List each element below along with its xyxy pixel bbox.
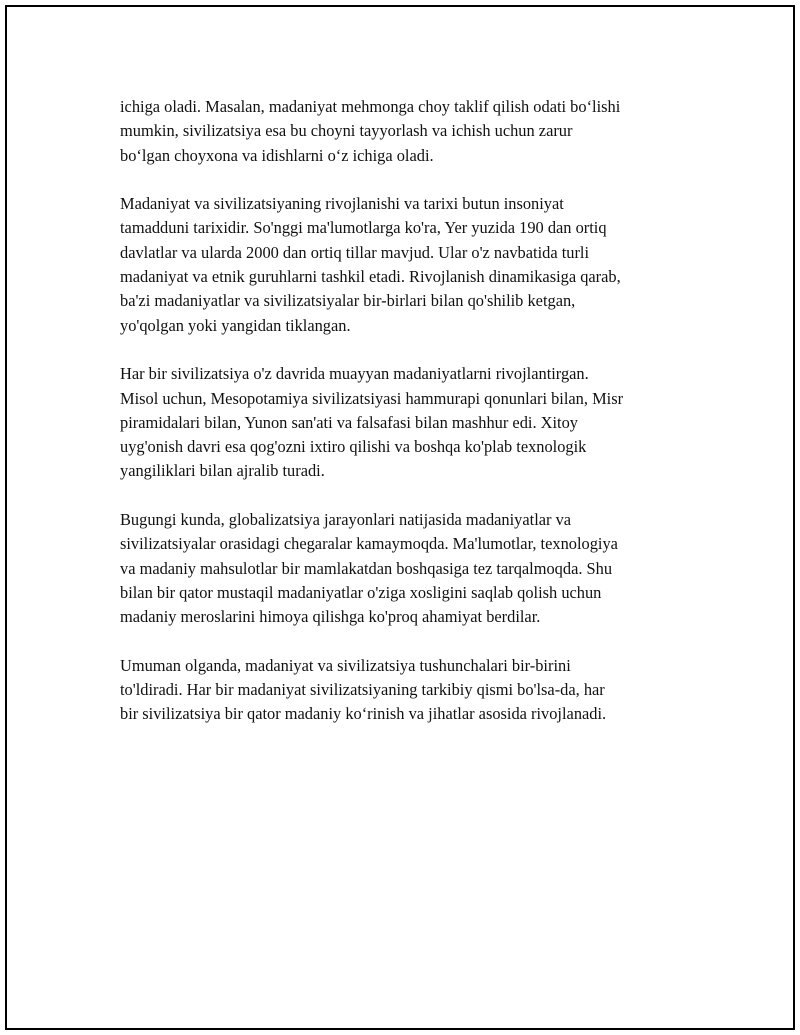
text-line: piramidalari bilan, Yunon san'ati va falsafasi bilan mashhur edi. Xitoy bbox=[120, 412, 578, 432]
document-page bbox=[5, 5, 795, 1030]
text-line: Bugungi kunda, globalizatsiya jarayonlari natijasida madaniyatlar va bbox=[120, 510, 572, 530]
text-line: bilan bir qator mustaqil madaniyatlar o'ziga xosligini saqlab qolish uchun bbox=[120, 582, 602, 602]
text-line: yangiliklari bilan ajralib turadi. bbox=[120, 461, 325, 481]
text-line: ba'zi madaniyatlar va sivilizatsiyalar bir-birlari bilan qo'shilib ketgan, bbox=[120, 291, 576, 311]
paragraph-3 bbox=[120, 362, 700, 483]
text-line: uyg'onish davri esa qog'ozni ixtiro qilishi va boshqa ko'plab texnologik bbox=[120, 437, 587, 457]
text-line: bir sivilizatsiya bir qator madaniy ko‘rinish va jihatlar asosida rivojlanadi. bbox=[120, 704, 607, 724]
text-line: davlatlar va ularda 2000 dan ortiq tillar mavjud. Ular o'z navbatida turli bbox=[120, 242, 590, 262]
document-body bbox=[120, 95, 700, 751]
text-line: va madaniy mahsulotlar bir mamlakatdan boshqasiga tez tarqalmoqda. Shu bbox=[120, 558, 613, 578]
text-line: tamadduni tarixidir. So'nggi ma'lumotlarga ko'ra, Yer yuzida 190 dan ortiq bbox=[120, 218, 607, 238]
text-line: sivilizatsiyalar orasidagi chegaralar kamaymoqda. Ma'lumotlar, texnologiya bbox=[120, 534, 618, 554]
text-line: mumkin, sivilizatsiya esa bu choyni tayyorlash va ichish uchun zarur bbox=[120, 121, 573, 141]
text-line: madaniy meroslarini himoya qilishga ko'proq ahamiyat berdilar. bbox=[120, 607, 541, 627]
text-line: ichiga oladi. Masalan, madaniyat mehmonga choy taklif qilish odati bo‘lishi bbox=[120, 97, 621, 116]
text-line: Har bir sivilizatsiya o'z davrida muayyan madaniyatlarni rivojlantirgan. bbox=[120, 364, 589, 384]
text-line: bo‘lgan choyxona va idishlarni o‘z ichiga oladi. bbox=[120, 145, 434, 165]
paragraph-1 bbox=[120, 95, 700, 168]
text-line: madaniyat va etnik guruhlarni tashkil etadi. Rivojlanish dinamikasiga qarab, bbox=[120, 267, 621, 287]
text-line: yo'qolgan yoki yangidan tiklangan. bbox=[120, 315, 351, 335]
paragraph-4 bbox=[120, 508, 700, 629]
text-line: Madaniyat va sivilizatsiyaning rivojlanishi va tarixi butun insoniyat bbox=[120, 194, 564, 214]
paragraph-2 bbox=[120, 192, 700, 338]
paragraph-5 bbox=[120, 654, 700, 727]
text-line: to'ldiradi. Har bir madaniyat sivilizatsiyaning tarkibiy qismi bo'lsa-da, har bbox=[120, 680, 605, 700]
text-line: Misol uchun, Mesopotamiya sivilizatsiyasi hammurapi qonunlari bilan, Misr bbox=[120, 388, 624, 408]
text-line: Umuman olganda, madaniyat va sivilizatsiya tushunchalari bir-birini bbox=[120, 655, 571, 675]
